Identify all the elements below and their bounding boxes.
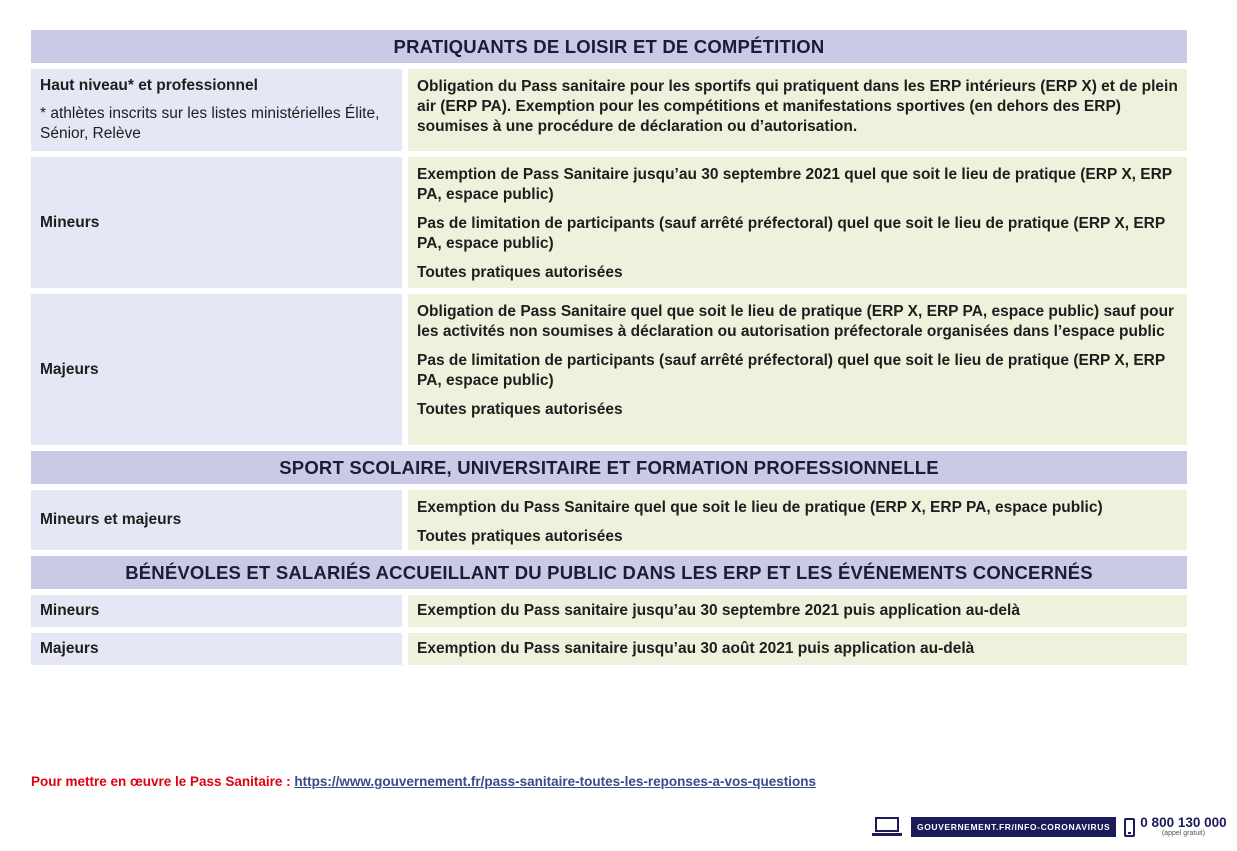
row-category xyxy=(31,490,402,550)
rule-text: Toutes pratiques autorisées xyxy=(417,401,623,418)
section-header-volunteers: BÉNÉVOLES ET SALARIÉS ACCUEILLANT DU PUBLIC DANS LES ERP ET LES ÉVÉNEMENTS CONCERNÉS xyxy=(31,556,1187,589)
row-rules xyxy=(408,595,1187,627)
footer-lead-text: Pour mettre en œuvre le Pass Sanitaire : xyxy=(31,774,291,789)
phone-block xyxy=(1140,816,1226,838)
row-category-label: Mineurs xyxy=(40,602,100,619)
row-rules xyxy=(408,294,1187,445)
row-category-label: Majeurs xyxy=(40,360,99,378)
row-rules xyxy=(408,490,1187,550)
footer-link-line xyxy=(31,774,816,789)
rule-text: Exemption du Pass Sanitaire quel que soit le lieu de pratique (ERP X, ERP PA, espace public) xyxy=(417,499,1103,516)
phone-number[interactable]: 0 800 130 000 xyxy=(1140,815,1227,830)
pass-sanitaire-link[interactable]: https://www.gouvernement.fr/pass-sanitaire-toutes-les-reponses-a-vos-questions xyxy=(294,774,816,789)
rules-table xyxy=(31,30,1187,665)
row-rules xyxy=(408,69,1187,151)
row-category xyxy=(31,294,402,445)
rule-text: Exemption de Pass Sanitaire jusqu’au 30 septembre 2021 quel que soit le lieu de pratique (ERP X, ERP PA, espace public) xyxy=(417,166,1172,203)
rule-text: Obligation de Pass Sanitaire quel que soit le lieu de pratique (ERP X, ERP PA, espace public) sauf pour les activités non soumises à déclaration ou autorisation préfectorale organisées dans l’espace public xyxy=(417,303,1175,340)
section-header-school: SPORT SCOLAIRE, UNIVERSITAIRE ET FORMATION PROFESSIONNELLE xyxy=(31,451,1187,484)
rule-text: Exemption du Pass sanitaire jusqu’au 30 août 2021 puis application au-delà xyxy=(417,640,975,657)
phone-note: (appel gratuit) xyxy=(1161,830,1206,837)
rule-text: Toutes pratiques autorisées xyxy=(417,264,623,281)
section-header-leisure: PRATIQUANTS DE LOISIR ET DE COMPÉTITION xyxy=(31,30,1187,63)
rule-text: Obligation du Pass sanitaire pour les sportifs qui pratiquent dans les ERP intérieurs (ERP X) et de plein air (ERP PA). Exemption pour les compétitions et manifestations sportives (en dehors des ERP) soumises à une procédure de déclaration ou d’autorisation. xyxy=(417,78,1178,135)
row-category-label: Mineurs xyxy=(40,213,100,231)
table-row xyxy=(31,633,1187,665)
row-category xyxy=(31,633,402,665)
row-category-label: Mineurs et majeurs xyxy=(40,511,182,528)
row-category xyxy=(31,69,402,151)
table-row xyxy=(31,294,1187,445)
row-category xyxy=(31,157,402,288)
table-row xyxy=(31,490,1187,550)
row-rules xyxy=(408,157,1187,288)
row-category-label: Majeurs xyxy=(40,640,99,657)
row-category xyxy=(31,595,402,627)
row-rules xyxy=(408,633,1187,665)
table-row xyxy=(31,157,1187,288)
table-row xyxy=(31,69,1187,151)
rule-text: Pas de limitation de participants (sauf arrêté préfectoral) quel que soit le lieu de pratique (ERP X, ERP PA, espace public) xyxy=(417,352,1165,389)
brand-block xyxy=(872,816,1227,838)
row-category-note: * athlètes inscrits sur les listes ministérielles Élite, Sénior, Relève xyxy=(40,105,380,142)
info-coronavirus-site[interactable]: GOUVERNEMENT.FR/INFO-CORONAVIRUS xyxy=(911,817,1116,837)
rule-text: Pas de limitation de participants (sauf arrêté préfectoral) quel que soit le lieu de pratique (ERP X, ERP PA, espace public) xyxy=(417,215,1165,252)
row-category-label: Haut niveau* et professionnel xyxy=(40,77,258,94)
rule-text: Exemption du Pass sanitaire jusqu’au 30 septembre 2021 puis application au-delà xyxy=(417,602,1020,619)
phone-icon xyxy=(1124,818,1135,837)
rule-text: Toutes pratiques autorisées xyxy=(417,528,623,545)
laptop-icon xyxy=(872,817,902,837)
table-row xyxy=(31,595,1187,627)
